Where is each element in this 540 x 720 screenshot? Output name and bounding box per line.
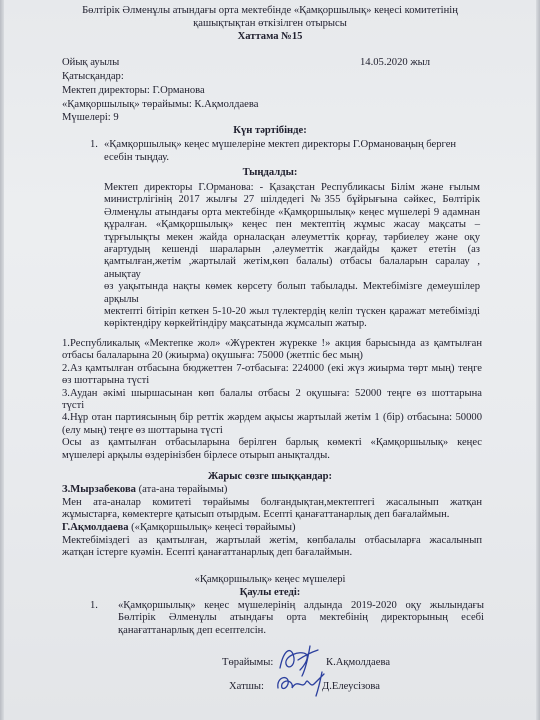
speaker-2-role: («Қамқоршылық» кеңесі төрайымы) xyxy=(128,522,296,533)
aid-item-line: 2.Аз қамтылған отбасына бюджеттен 7-отбасыға: 224000 (екі жүз жиырма төрт мың) теңге xyxy=(62,362,482,374)
listened-line: құралған. «Қамқоршылық» кеңес пен мектептің жұмыс жасау мақсаты – xyxy=(104,219,480,231)
agenda-title: Күн тәртібінде: xyxy=(233,125,307,136)
listened-line: Мектеп директоры Г.Орманова: - Қазақстан Республикасы Білім және ғылым xyxy=(104,182,480,193)
chair-label: Төрайымы: xyxy=(222,657,274,668)
speaker-2-name: Г.Ақмолдаева xyxy=(62,522,129,533)
listened-line: көріктендіру көркейтіндіру мақсатында жұмсалып жатыр. xyxy=(104,318,367,330)
attendees-label: Қатысқандар: xyxy=(62,71,124,82)
speakers-title: Жарыс сөзге шыққандар: xyxy=(207,471,333,482)
protocol-title: Хаттама №15 xyxy=(237,31,303,42)
listened-line: қамтылған,жетім ,жартылай жетім,көп балалы) отбасы балаларын саралау , анықтау xyxy=(104,256,480,280)
decision-line: «Қамқоршылық» кеңес мүшелерінің алдында 2019-2020 оқу жылындағы xyxy=(118,600,484,611)
listened-line: тұрғылықты мекен жайда орналасқан әлеуметтік қорғау, тәрбиелеу және оқу xyxy=(104,231,480,243)
attendee-director: Мектеп директоры: Г.Орманова xyxy=(62,85,205,96)
agenda-item-line-1: «Қамқоршылық» кеңес мүшелеріне мектеп директоры Г.Ормановаңың берген xyxy=(104,139,457,150)
decision-members-line: «Қамқоршылық» кеңес мүшелері xyxy=(194,574,346,585)
speaker-2-line: жатқан істерге куәмін. Есепті қанағаттанарлық деп бағалаймын. xyxy=(62,547,353,559)
listened-line: ағартудың кешендi шараларын ,әлеуметтік жағдайды қажет ететін (аз xyxy=(104,244,480,256)
aid-item-line: 4.Нұр отан партиясының бір реттік жәрдем ақысы жартылай жетім 1 (бір) отбасына: 50000 xyxy=(62,412,482,424)
decision-line: қанағаттанарлық деп есептелсін. xyxy=(118,624,266,636)
speaker-2-text xyxy=(62,535,482,560)
speaker-1-line: жұмыстарға, көмектерге қатысып отырдым. Есепті қанағаттанарлық деп бағалаймын. xyxy=(62,509,450,521)
speaker-2-line: Мектебіміздегі аз қамтылған, жартылай жетім, көпбалалы отбасыларға жасалынып xyxy=(62,535,482,546)
page-right-edge xyxy=(536,0,540,720)
secretary-label: Хатшы: xyxy=(229,681,264,692)
chair-name: К.Ақмолдаева xyxy=(326,657,391,668)
listened-line: мектепті бітіріп кеткен 5-10-20 жыл түлектердің келіп түскен қаражат метебімізді xyxy=(104,306,480,318)
agenda-item-number: 1. xyxy=(90,139,98,150)
header-line-1: Бөлтірік Әлменұлы атындағы орта мектебінде «Қамқоршылық» кеңесі комитетінің xyxy=(82,5,458,16)
speaker-1-heading xyxy=(62,484,227,496)
aid-items xyxy=(62,338,482,462)
agenda-item-line-2: есебін тыңдау. xyxy=(104,152,170,163)
listened-line: министрлігінің 2017 жылғы 27 шілдедегі №355 бұйрығына сәйкес, Бөлтірік xyxy=(104,194,480,206)
aid-item-line: отбасы балаларына 20 (жиырма) оқушыға: 75000 (жетпіс бес мың) xyxy=(62,350,363,362)
secretary-name: Д.Елеусізова xyxy=(322,681,380,692)
speaker-1-text xyxy=(62,497,482,522)
aid-item-line: (елу мың) теңге өз шоттарына түсті xyxy=(62,424,223,436)
speaker-1-role: (ата-ана төрайымы) xyxy=(135,484,228,495)
chair-signature xyxy=(270,640,330,680)
members-count: Мүшелері: 9 xyxy=(62,112,119,123)
secretary-signature xyxy=(272,668,328,698)
decision-item-number: 1. xyxy=(90,600,98,611)
listened-line: Әлменұлы атындағы орта мектебінде «Қамқоршылық» кеңес мүшелері 9 адамнан xyxy=(104,206,480,218)
aid-item-line: 3.Аудан әкімі шыршасынан көп балалы отбасы 2 оқушыға: 52000 теңге өз шоттарына xyxy=(62,387,482,399)
decision-title: Қаулы етеді: xyxy=(239,587,301,598)
attendee-chair: «Қамқоршылық» төрайымы: К.Ақмолдаева xyxy=(62,99,259,110)
date: 14.05.2020 жыл xyxy=(360,57,431,68)
listened-title: Тыңдалды: xyxy=(242,167,298,178)
decision-item-text xyxy=(118,600,484,637)
place: Ойық ауылы xyxy=(62,57,120,68)
aid-item-line: Осы аз қамтылған отбасыларына берілген барлық көмекті «Қамқоршылық» кеңес xyxy=(62,437,482,449)
header-line-2: қашықтықтан өткізілген отырысы xyxy=(193,18,347,29)
aid-item-line: өз шоттарына түсті xyxy=(62,375,150,387)
speaker-1-line: Мен ата-аналар комитеті төрайымы болғандықтан,мектептегі жасалынып жатқан xyxy=(62,497,482,508)
speaker-1-name: З.Мырзабекова xyxy=(62,484,136,495)
aid-item-line: мүшелері арқылы өздерінізбен бірлесе отырып анықталды. xyxy=(62,449,330,461)
aid-item-line: 1.Республикалық «Мектепке жол» «Жүректен жүрекке !» акция барысында аз қамтылған xyxy=(62,338,482,349)
speaker-2-heading xyxy=(62,522,296,534)
listened-line: өз уақытында нақты көмек көрсету болып табылады. Мектебімізге демеушілер арқылы xyxy=(104,281,480,305)
page-left-edge xyxy=(0,0,4,720)
listened-body xyxy=(104,182,480,331)
aid-item-line: түсті xyxy=(62,400,85,412)
decision-line: Бөлтірік Әлменұлы атындағы орта мектебінің директорының есебі xyxy=(118,612,484,624)
